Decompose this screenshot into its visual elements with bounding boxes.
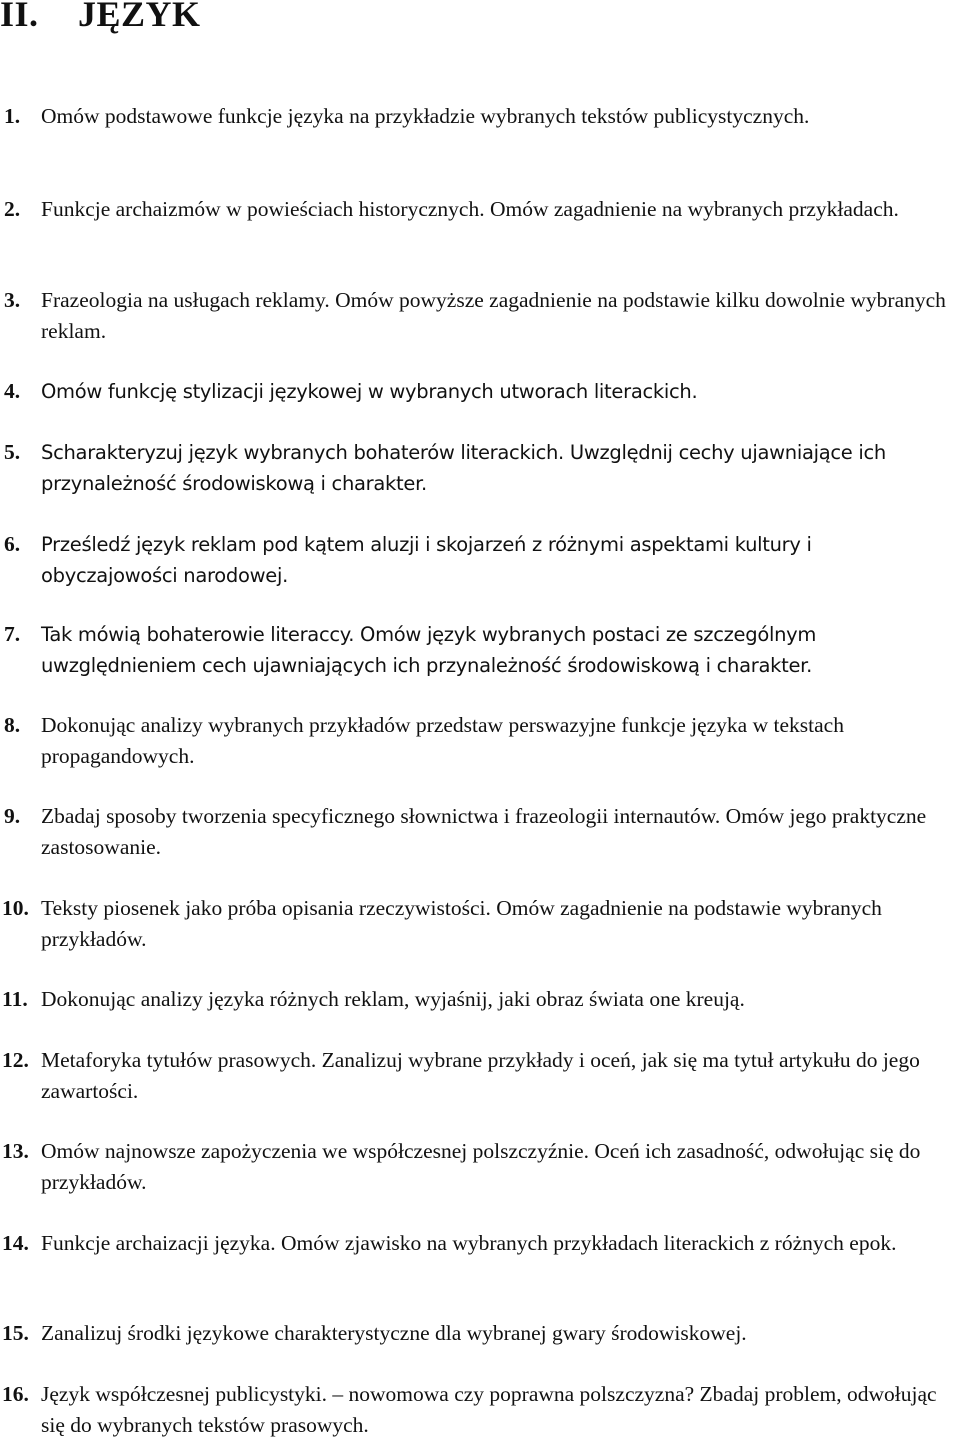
topic-number: 6. [4,532,21,556]
topic-text: Zbadaj sposoby tworzenia specyficznego słownictwa i frazeologii internautów. Omów jego praktyczne zastosowanie. [41,804,927,859]
topic-number: 12. [2,1048,29,1072]
topic-item [0,710,952,772]
topic-item [0,984,952,1015]
topic-number: 11. [2,987,28,1011]
topic-number: 5. [4,440,21,464]
section-heading [0,0,201,36]
topic-number: 4. [4,379,21,403]
topic-number: 9. [4,804,21,828]
topic-item [0,1045,952,1107]
section-title: JĘZYK [78,0,201,34]
topic-text: Język współczesnej publicystyki. – nowomowa czy poprawna polszczyzna? Zbadaj problem, odwołując się do wybranych tekstów prasowych. [41,1382,937,1437]
topic-text: Dokonując analizy wybranych przykładów przedstaw perswazyjne funkcje języka w tekstach propagandowych. [41,713,844,768]
topic-number: 14. [2,1231,29,1255]
topic-text: Prześledź język reklam pod kątem aluzji i skojarzeń z różnymi aspektami kultury i obyczajowości narodowej. [41,533,812,587]
topic-number: 15. [2,1321,29,1345]
topic-item [0,101,952,132]
topic-text: Scharakteryzuj język wybranych bohaterów literackich. Uwzględnij cechy ujawniające ich przynależność środowiskową i charakter. [41,441,886,495]
topic-number: 2. [4,197,21,221]
topic-item [0,529,952,591]
topic-item [0,1136,952,1198]
topic-number: 10. [2,896,29,920]
topic-text: Metaforyka tytułów prasowych. Zanalizuj wybrane przykłady i oceń, jak się ma tytuł artykułu do jego zawartości. [41,1048,920,1103]
topic-text: Dokonując analizy języka różnych reklam, wyjaśnij, jaki obraz świata one kreują. [41,987,745,1011]
topic-text: Funkcje archaizmów w powieściach historycznych. Omów zagadnienie na wybranych przykładach. [41,197,899,221]
section-number: II. [0,0,39,34]
topic-text: Zanalizuj środki językowe charakterystyczne dla wybranej gwary środowiskowej. [41,1321,747,1345]
topic-item [0,1318,952,1349]
topic-text: Omów podstawowe funkcje języka na przykładzie wybranych tekstów publicystycznych. [41,104,810,128]
topic-item [0,285,952,347]
topic-number: 8. [4,713,21,737]
topic-item [0,893,952,955]
topic-text: Frazeologia na usługach reklamy. Omów powyższe zagadnienie na podstawie kilku dowolnie wybranych reklam. [41,288,946,343]
topic-number: 16. [2,1382,29,1406]
topic-text: Teksty piosenek jako próba opisania rzeczywistości. Omów zagadnienie na podstawie wybranych przykładów. [41,896,882,951]
topic-number: 3. [4,288,21,312]
topic-item [0,194,952,225]
topic-item [0,1228,952,1259]
topic-number: 1. [4,104,21,128]
topic-item [0,619,952,681]
topic-item [0,437,952,499]
topic-text: Omów najnowsze zapożyczenia we współczesnej polszczyźnie. Oceń ich zasadność, odwołując się do przykładów. [41,1139,921,1194]
topic-item [0,801,952,863]
topic-item [0,376,952,407]
topic-item [0,1379,952,1441]
topic-text: Omów funkcję stylizacji językowej w wybranych utworach literackich. [41,380,698,403]
topic-text: Tak mówią bohaterowie literaccy. Omów język wybranych postaci ze szczególnym uwzględnieniem cech ujawniających ich przynależność środowiskową i charakter. [41,623,817,677]
topic-text: Funkcje archaizacji języka. Omów zjawisko na wybranych przykładach literackich z różnych epok. [41,1231,897,1255]
topic-number: 13. [2,1139,29,1163]
topic-number: 7. [4,622,21,646]
